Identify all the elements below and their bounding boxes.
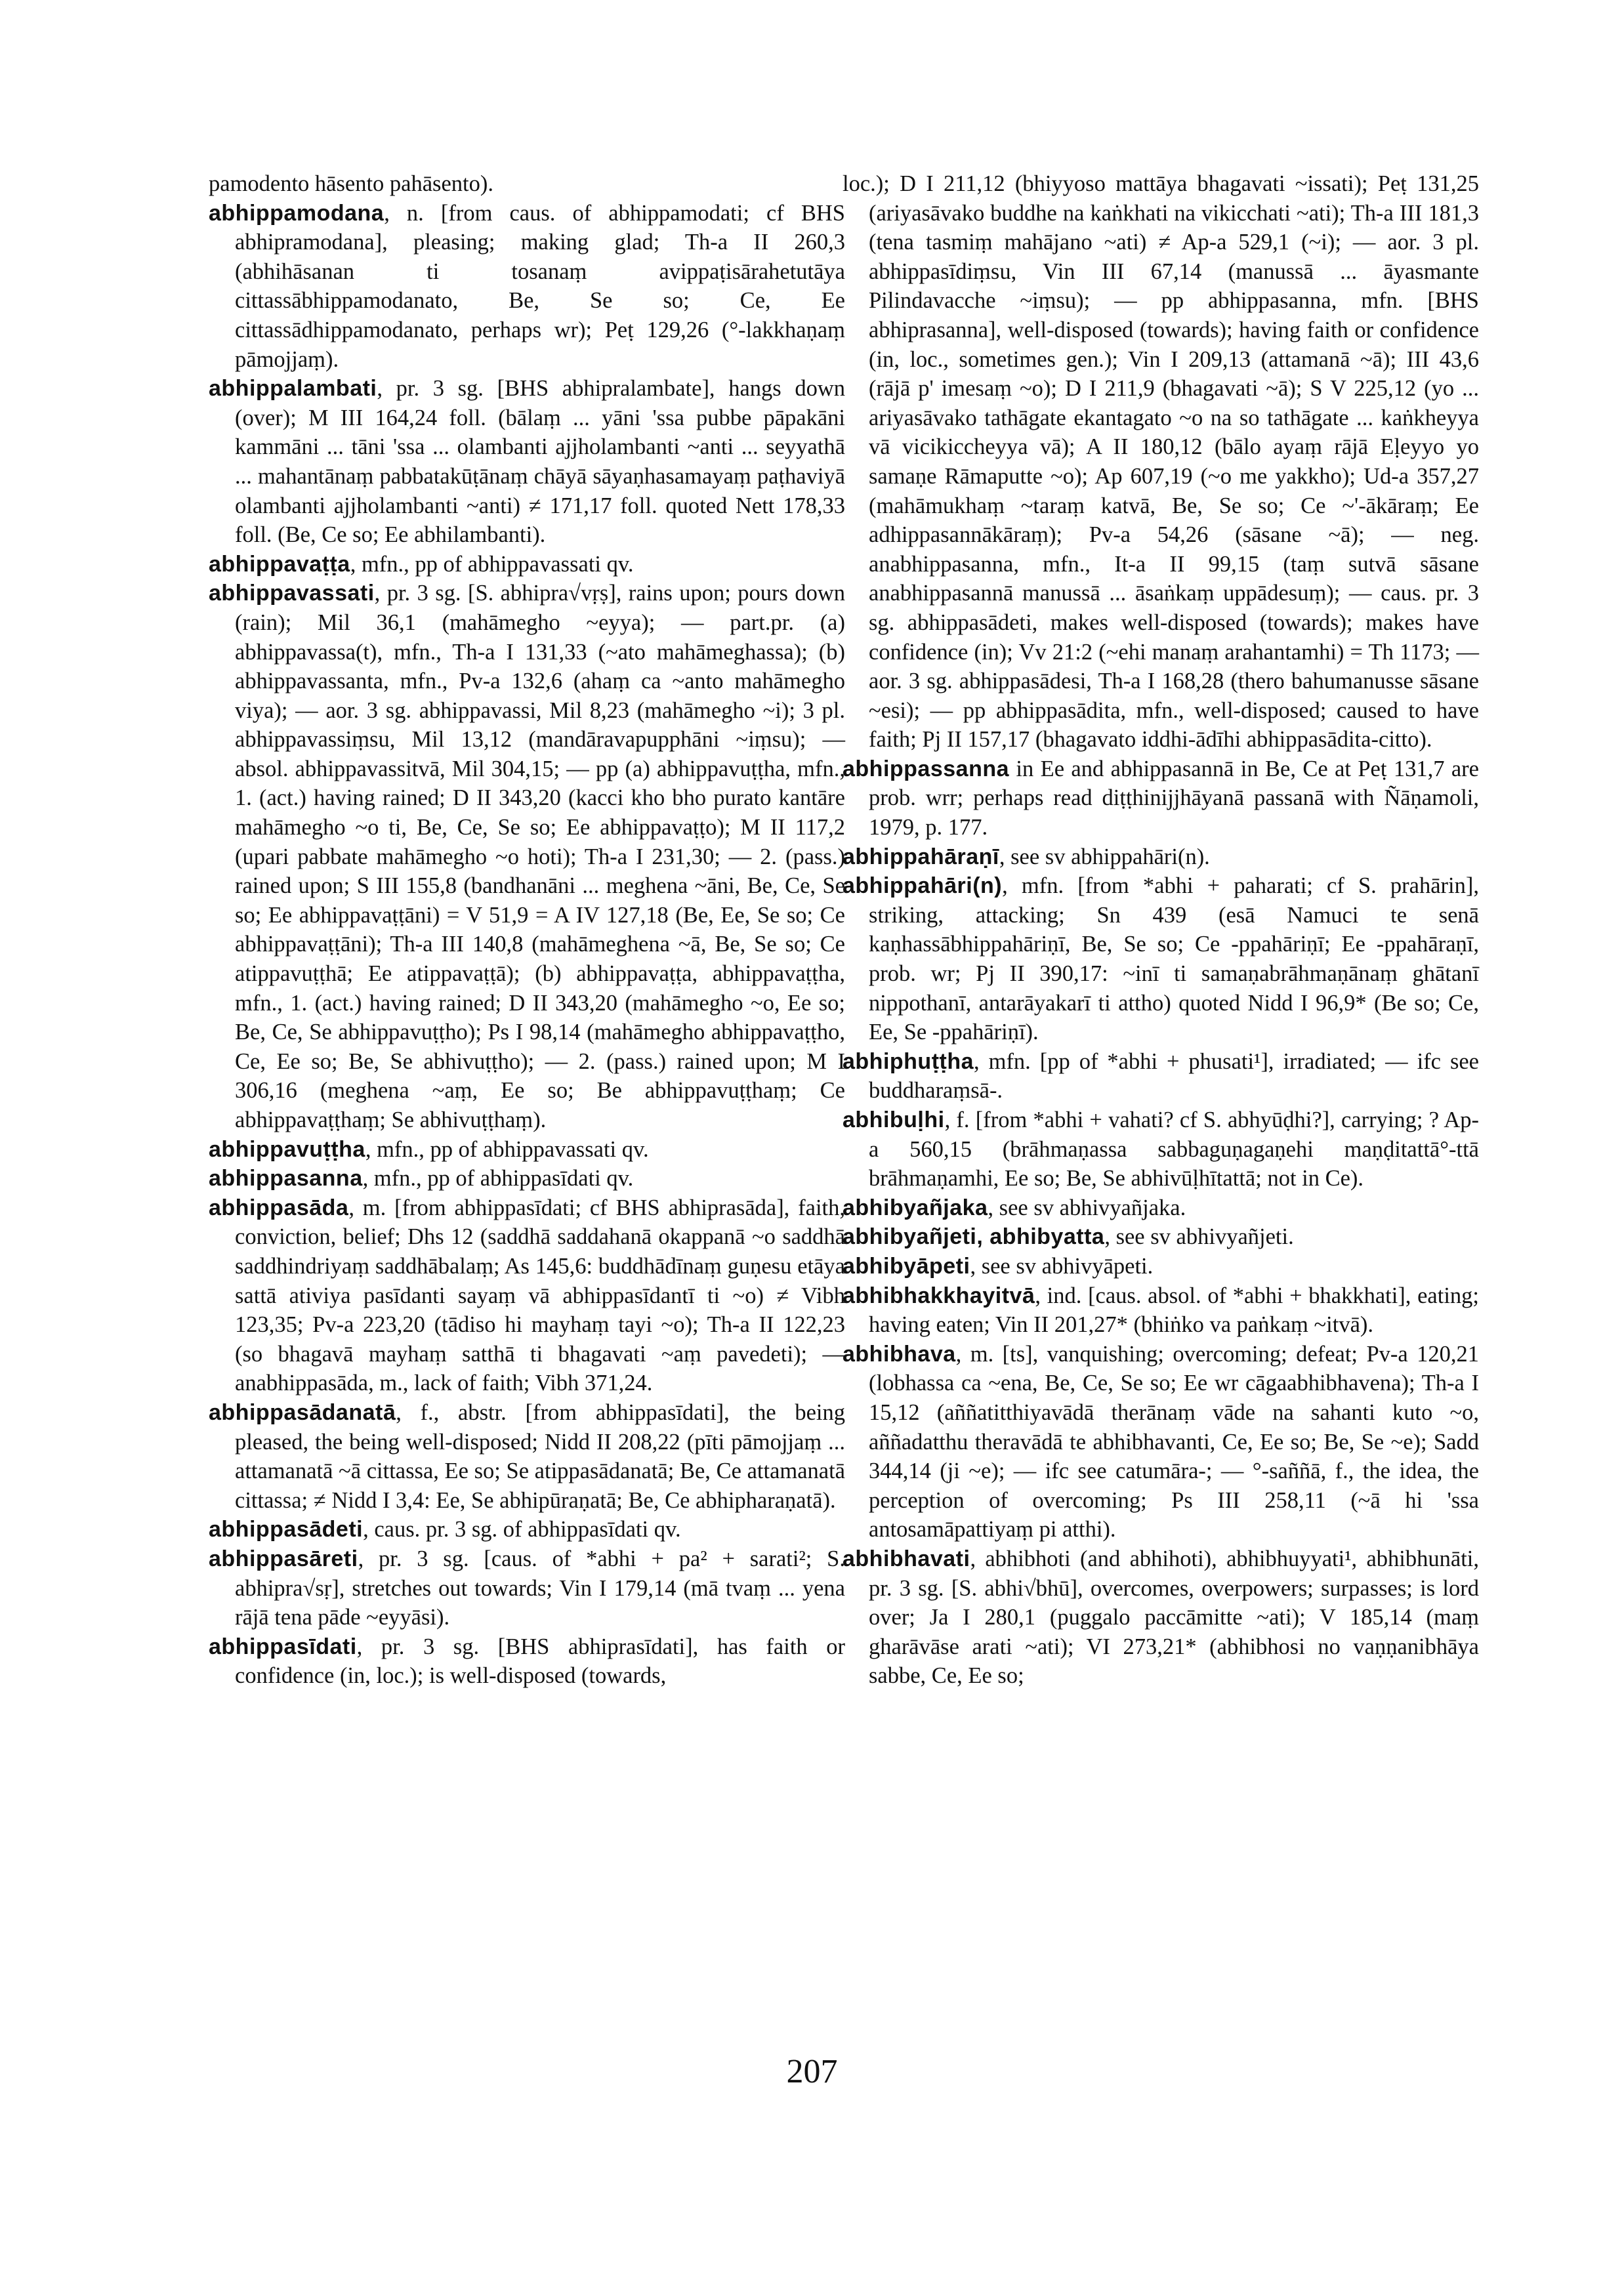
entry-headword: abhippasāreti (209, 1546, 358, 1571)
entry-text: , pr. 3 sg. [caus. of *abhi + pa² + sarati²; S. abhipra√sṛ], stretches out towards; Vin I 179,14 (mā tvaṃ ... yena rājā tena pāde ~eyyāsi). (235, 1546, 845, 1630)
dictionary-entry (209, 579, 845, 1134)
dictionary-entry (843, 1106, 1479, 1193)
dictionary-entry (843, 1340, 1479, 1544)
dictionary-entry (209, 1135, 845, 1165)
entry-text: , m. [ts], vanquishing; overcoming; defeat; Pv-a 120,21 (lobhassa ca ~ena, Be, Ce, Se so; Ee wr cāgaabhibhavena); Th-a I 15,12 (aññatitthiyavādā therānaṃ vāde na sahanti kuto ~o, aññadatthu theravādā te abhibhavanti, Ce, Ee so; Be, Se ~e); Sadd 344,14 (ji ~e); — ifc see catumāra-; — °-saññā, f., the idea, the perception of overcoming; Ps III 258,11 (~ā hi 'ssa antosamāpattiyaṃ pi atthi). (869, 1341, 1479, 1542)
entry-headword: abhippasāda (209, 1195, 349, 1220)
entry-text: , m. [from abhippasīdati; cf BHS abhiprasāda], faith, conviction, belief; Dhs 12 (saddhā saddahanā okappanā ~o saddhā saddhindriyaṃ saddhābalaṃ; As 145,6: buddhādīnaṃ guṇesu etāya sattā ativiya pasīdanti sayaṃ vā abhippasīdantī ti ~o) ≠ Vibh 123,35; Pv-a 223,20 (tādiso hi mayhaṃ tayi ~o); Th-a II 122,23 (so bhagavā mayhaṃ satthā ti bhagavati ~aṃ pavedeti); — anabhippasāda, m., lack of faith; Vibh 371,24. (235, 1195, 845, 1396)
dictionary-entry (843, 1047, 1479, 1106)
entry-text: , mfn. [from *abhi + paharati; cf S. prahārin], striking, attacking; Sn 439 (esā Namuci te senā kaṇhassābhippahāriṇī, Be, Se so; Ce -ppahāriṇī; Ee -ppahāraṇī, prob. wr; Pj II 390,17: ~inī ti samaṇabrāhmaṇānaṃ ghātanī nippothanī, antarāyakarī ti attho) quoted Nidd I 96,9* (Be so; Ce, Ee, Se -ppahāriṇī). (869, 873, 1479, 1045)
entry-headword: abhippalambati (209, 376, 377, 402)
entry-text: loc.); D I 211,12 (bhiyyoso mattāya bhagavati ~issati); Peṭ 131,25 (ariyasāvako buddhe na kaṅkhati na vikicchati ~ati); Th-a III 181,3 (tena tasmiṃ mahājano ~ati) ≠ Ap-a 529,1 (~i); — aor. 3 pl. abhippasīdiṃsu, Vin III 67,14 (manussā ... āyasmante Pilindavacche ~iṃsu); — pp abhippasanna, mfn. [BHS abhiprasanna], well-disposed (towards); having faith or confidence (in, loc., sometimes gen.); Vin I 209,13 (attamanā ~ā); III 43,6 (rājā p' imesaṃ ~o); D I 211,9 (bhagavati ~ā); S V 225,12 (yo ... ariyasāvako tathāgate ekantagato ~o na so tathāgate ... kaṅkheyya vā vicikiccheyya vā); A II 180,12 (bālo ayaṃ rājā Eḷeyyo yo samaṇe Rāmaputte ~o); Ap 607,19 (~o me yakkho); Ud-a 357,27 (mahāmukhaṃ ~taraṃ katvā, Be, Se so; Ce ~'-ākāraṃ; Ee adhippasannākāraṃ); Pv-a 54,26 (sāsane ~ā); — neg. anabhippasanna, mfn., It-a II 99,15 (taṃ sutvā sāsane anabhippasannā manussā ... āsaṅkaṃ uppādesuṃ); — caus. pr. 3 sg. abhippasādeti, makes well-disposed (towards); makes have confidence (in); Vv 21:2 (~ehi manaṃ arahantamhi) = Th 1173; — aor. 3 sg. abhippasādesi, Th-a I 168,28 (thero bahumanusse sāsane ~esi); — pp abhippasādita, mfn., well-disposed; caused to have faith; Pj II 157,17 (bhagavato iddhi-ādīhi abhippasādita-citto). (843, 171, 1479, 753)
entry-text: , mfn., pp of abhippavassati qv. (350, 551, 634, 577)
entry-text: , f. [from *abhi + vahati? cf S. abhyūḍhi?], carrying; ? Ap-a 560,15 (brāhmaṇassa sabbaguṇagaṇehi maṇḍitattā°-ttā brāhmaṇamhi, Ee so; Be, Se abhivūḷhītattā; not in Ce). (869, 1107, 1479, 1191)
entry-headword: abhippavassati (209, 581, 375, 606)
dictionary-entry (209, 199, 845, 375)
entry-headword: abhibyāpeti (843, 1253, 970, 1279)
entry-text: in Ee and abhippasannā in Be, Ce at Peṭ 131,7 are prob. wrr; perhaps read diṭṭhinijjhāyanā passanā with Ñāṇamoli, 1979, p. 177. (869, 756, 1479, 840)
dictionary-entry (209, 550, 845, 579)
entry-headword: abhibhava (843, 1341, 956, 1367)
dictionary-entry (209, 1164, 845, 1193)
right-column (843, 169, 1479, 1691)
entry-text: , f., abstr. [from abhippasīdati], the being pleased, the being well-disposed; Nidd II 208,22 (pīti pāmojjaṃ ... attamanatā ~ā cittassa, Ee so; Se atippasādanatā; Be, Ce attamanatā cittassa; ≠ Nidd I 3,4: Ee, Se abhipūraṇatā; Be, Ce abhipharaṇatā). (235, 1399, 845, 1513)
entry-headword: abhippavaṭṭa (209, 551, 350, 577)
entry-headword: abhippamodana (209, 200, 385, 226)
entry-text: , abhibhoti (and abhihoti), abhibhuyyati¹, abhibhunāti, pr. 3 sg. [S. abhi√bhū], overcomes, overpowers; surpasses; is lord over; Ja I 280,1 (puggalo paccāmitte ~ati); V 185,14 (maṃ gharāvāse arati ~ati); VI 273,21* (abhibhosi no vaṇṇanibhāya sabbe, Ce, Ee so; (869, 1546, 1479, 1689)
dictionary-entry (843, 842, 1479, 872)
dictionary-entry (209, 1398, 845, 1515)
entry-text: , mfn., pp of abhippasīdati qv. (362, 1166, 634, 1191)
dictionary-entry (843, 871, 1479, 1047)
entry-text: , see sv abhivyāpeti. (970, 1253, 1154, 1279)
entry-text: , mfn., pp of abhippavassati qv. (365, 1136, 649, 1162)
entry-headword: abhippasādanatā (209, 1399, 396, 1425)
entry-headword: abhiphuṭṭha (843, 1048, 974, 1074)
entry-text: , caus. pr. 3 sg. of abhippasīdati qv. (363, 1517, 681, 1542)
dictionary-entry (843, 169, 1479, 755)
dictionary-entry (209, 1544, 845, 1632)
entry-headword: abhibhavati (843, 1546, 970, 1571)
entry-text: , see sv abhippahāri(n). (999, 844, 1210, 869)
dictionary-entry (209, 169, 845, 199)
entry-headword: abhippahāraṇī (843, 844, 999, 869)
entry-headword: abhibyañjaka (843, 1195, 988, 1220)
entry-headword: abhibuḷhi (843, 1107, 945, 1132)
entry-headword: abhippasanna (209, 1166, 363, 1191)
dictionary-entry (843, 755, 1479, 842)
dictionary-entry (209, 374, 845, 550)
page-number: 207 (786, 2053, 838, 2090)
dictionary-entry (843, 1252, 1479, 1281)
dictionary-entry (843, 1544, 1479, 1691)
entry-text: , mfn. [pp of *abhi + phusati¹], irradiated; — ifc see buddharaṃsā-. (869, 1048, 1479, 1104)
entry-text: , see sv abhivyañjaka. (988, 1195, 1186, 1220)
entry-headword: abhibyañjeti, abhibyatta (843, 1224, 1105, 1250)
dictionary-entry (209, 1193, 845, 1398)
entry-text: , pr. 3 sg. [S. abhipra√vṛṣ], rains upon; pours down (rain); Mil 36,1 (mahāmegho ~eyya); — part.pr. (a) abhippavassa(t), mfn., Th-a I 131,33 (~ato mahāmeghassa); (b) abhippavassanta, mfn., Pv-a 132,6 (ahaṃ ca ~anto mahāmegho viya); — aor. 3 sg. abhippavassi, Mil 8,23 (mahāmegho ~i); 3 pl. abhippavassiṃsu, Mil 13,12 (mandāravapupphāni ~iṃsu); — absol. abhippavassitvā, Mil 304,15; — pp (a) abhippavuṭṭha, mfn., 1. (act.) having rained; D II 343,20 (kacci kho bho purato kantāre mahāmegho ~o ti, Be, Ce, Se so; Ee abhippavaṭṭo); M II 117,2 (upari pabbate mahāmegho ~o hoti); Th-a I 231,30; — 2. (pass.) rained upon; S III 155,8 (bandhanāni ... meghena ~āni, Be, Ce, Se so; Ee abhippavaṭṭāni) = V 51,9 = A IV 127,18 (Be, Ee, Se so; Ce abhippavaṭṭāni); Th-a III 140,8 (mahāmeghena ~ā, Be, Se so; Ce atippavuṭṭhā; Ee atippavaṭṭā); (b) abhippavaṭṭa, abhippavaṭṭha, mfn., 1. (act.) having rained; D II 343,20 (mahāmegho ~o, Ee so; Be, Ce, Se abhippavuṭṭho); Ps I 98,14 (mahāmegho abhippavaṭṭho, Ce, Ee so; Be, Se abhivuṭṭho); — 2. (pass.) rained upon; M I 306,16 (meghena ~aṃ, Ee so; Be abhippavuṭṭhaṃ; Ce abhippavaṭṭhaṃ; Se abhivuṭṭhaṃ). (235, 581, 845, 1132)
entry-text: , n. [from caus. of abhippamodati; cf BHS abhipramodana], pleasing; making glad; Th-a II 260,3 (abhihāsanan ti tosanaṃ avippaṭisārahetutāya cittassābhippamodanato, Be, Se so; Ce, Ee cittassādhippamodanato, perhaps wr); Peṭ 129,26 (°-lakkhaṇaṃ pāmojjaṃ). (235, 200, 845, 372)
entry-text: pamodento hāsento pahāsento). (209, 171, 493, 196)
entry-text: , see sv abhivyañjeti. (1104, 1224, 1294, 1250)
entry-headword: abhippasīdati (209, 1634, 357, 1659)
entry-text: , ind. [caus. absol. of *abhi + bhakkhati], eating; having eaten; Vin II 201,27* (bhiṅko va paṅkaṃ ~itvā). (869, 1283, 1479, 1338)
dictionary-entry (843, 1193, 1479, 1223)
entry-text: , pr. 3 sg. [BHS abhipralambate], hangs down (over); M III 164,24 foll. (bālaṃ ... yāni 'ssa pubbe pāpakāni kammāni ... tāni 'ssa ... olambanti ajjholambanti ~anti ... seyyathā ... mahantānaṃ pabbatakūṭānaṃ chāyā sāyaṇhasamayaṃ paṭhaviyā olambanti ajjholambanti ~anti) ≠ 171,17 foll. quoted Nett 178,33 foll. (Be, Ce so; Ee abhilambanti). (235, 376, 845, 548)
entry-headword: abhibhakkhayitvā (843, 1283, 1035, 1308)
dictionary-entry (843, 1222, 1479, 1252)
entry-headword: abhippasādeti (209, 1517, 364, 1542)
entry-headword: abhippavuṭṭha (209, 1136, 365, 1162)
entry-headword: abhippahāri(n) (843, 873, 1003, 899)
dictionary-entry (209, 1632, 845, 1691)
entry-headword: abhippassanna (843, 756, 1010, 781)
left-column (209, 169, 845, 1691)
dictionary-entry (209, 1515, 845, 1544)
dictionary-entry (843, 1281, 1479, 1340)
entry-text: , pr. 3 sg. [BHS abhiprasīdati], has faith or confidence (in, loc.); is well-disposed (towards, (235, 1634, 845, 1689)
